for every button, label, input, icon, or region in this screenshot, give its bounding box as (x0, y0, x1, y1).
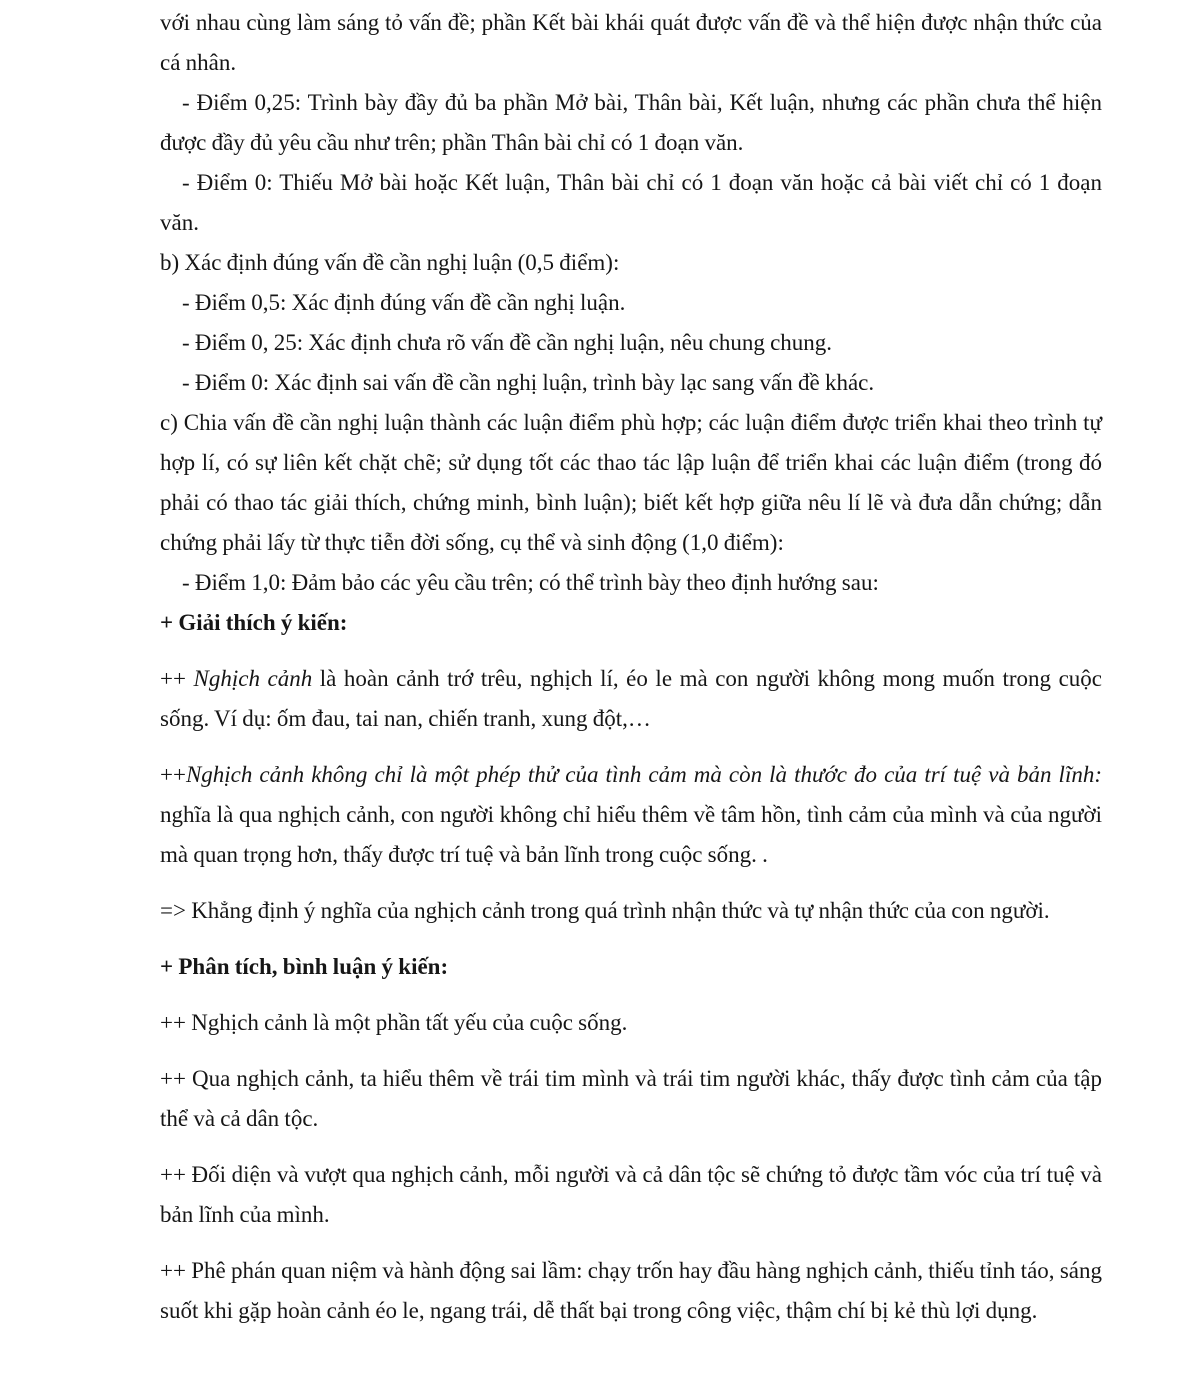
text-run: ++ Nghịch cảnh là một phần tất yếu của cuộc sống. (160, 1010, 628, 1035)
paragraph (160, 1059, 1102, 1139)
paragraph (160, 403, 1102, 563)
paragraph (160, 323, 1102, 363)
paragraph (160, 243, 1102, 283)
paragraph (160, 83, 1102, 163)
paragraph (160, 1003, 1102, 1043)
text-run: với nhau cùng làm sáng tỏ vấn đề; phần Kết bài khái quát được vấn đề và thể hiện được nhận thức của cá nhân. (160, 10, 1102, 75)
paragraph (160, 603, 1102, 643)
text-run: - Điểm 0,5: Xác định đúng vấn đề cần nghị luận. (182, 290, 626, 315)
text-run: ++ Qua nghịch cảnh, ta hiểu thêm về trái tim mình và trái tim người khác, thấy được tình cảm của tập thể và cả dân tộc. (160, 1066, 1102, 1131)
text-run: ++ (160, 762, 186, 787)
text-run: là hoàn cảnh trớ trêu, nghịch lí, éo le mà con người không mong muốn trong cuộc sống. Ví dụ: ốm đau, tai nan, chiến tranh, xung đột,… (160, 666, 1102, 731)
paragraph (160, 283, 1102, 323)
text-run: - Điểm 1,0: Đảm bảo các yêu cầu trên; có thể trình bày theo định hướng sau: (182, 570, 879, 595)
paragraph (160, 891, 1102, 931)
paragraph (160, 363, 1102, 403)
text-run: => Khẳng định ý nghĩa của nghịch cảnh trong quá trình nhận thức và tự nhận thức của con người. (160, 898, 1050, 923)
text-run: ++ (160, 666, 194, 691)
text-run: Nghịch cảnh (193, 666, 313, 691)
text-run: + Giải thích ý kiến: (160, 610, 348, 635)
paragraph (160, 563, 1102, 603)
text-run: - Điểm 0: Thiếu Mở bài hoặc Kết luận, Thân bài chỉ có 1 đoạn văn hoặc cả bài viết chỉ có 1 đoạn văn. (160, 170, 1102, 235)
paragraph (160, 947, 1102, 987)
text-run: b) Xác định đúng vấn đề cần nghị luận (0,5 điểm): (160, 250, 620, 275)
text-run: ++ Phê phán quan niệm và hành động sai lầm: chạy trốn hay đầu hàng nghịch cảnh, thiếu tỉnh táo, sáng suốt khi gặp hoàn cảnh éo le, ngang trái, dễ thất bại trong công việc, thậm chí bị kẻ thù lợi dụng. (160, 1258, 1102, 1323)
text-run: - Điểm 0, 25: Xác định chưa rõ vấn đề cần nghị luận, nêu chung chung. (182, 330, 833, 355)
text-run: nghĩa là qua nghịch cảnh, con người không chỉ hiểu thêm về tâm hồn, tình cảm của mình và của người mà quan trọng hơn, thấy được trí tuệ và bản lĩnh trong cuộc sống. . (160, 802, 1102, 867)
paragraph (160, 1155, 1102, 1235)
text-run: + Phân tích, bình luận ý kiến: (160, 954, 449, 979)
paragraph (160, 755, 1102, 875)
text-run: - Điểm 0,25: Trình bày đầy đủ ba phần Mở bài, Thân bài, Kết luận, nhưng các phần chưa thể hiện được đầy đủ yêu cầu như trên; phần Thân bài chỉ có 1 đoạn văn. (160, 90, 1102, 155)
document-body (160, 3, 1102, 1331)
text-run: Nghịch cảnh không chỉ là một phép thử của tình cảm mà còn là thước đo của trí tuệ và bản lĩnh: (185, 762, 1102, 787)
text-run: - Điểm 0: Xác định sai vấn đề cần nghị luận, trình bày lạc sang vấn đề khác. (182, 370, 875, 395)
paragraph (160, 3, 1102, 83)
paragraph (160, 163, 1102, 243)
text-run: c) Chia vấn đề cần nghị luận thành các luận điểm phù hợp; các luận điểm được triển khai theo trình tự hợp lí, có sự liên kết chặt chẽ; sử dụng tốt các thao tác lập luận để triển khai các luận điểm (trong đó phải có thao tác giải thích, chứng minh, bình luận); biết kết hợp giữa nêu lí lẽ và đưa dẫn chứng; dẫn chứng phải lấy từ thực tiễn đời sống, cụ thể và sinh động (1,0 điểm): (160, 410, 1102, 555)
paragraph (160, 659, 1102, 739)
paragraph (160, 1251, 1102, 1331)
text-run: ++ Đối diện và vượt qua nghịch cảnh, mỗi người và cả dân tộc sẽ chứng tỏ được tầm vóc của trí tuệ và bản lĩnh của mình. (160, 1162, 1102, 1227)
